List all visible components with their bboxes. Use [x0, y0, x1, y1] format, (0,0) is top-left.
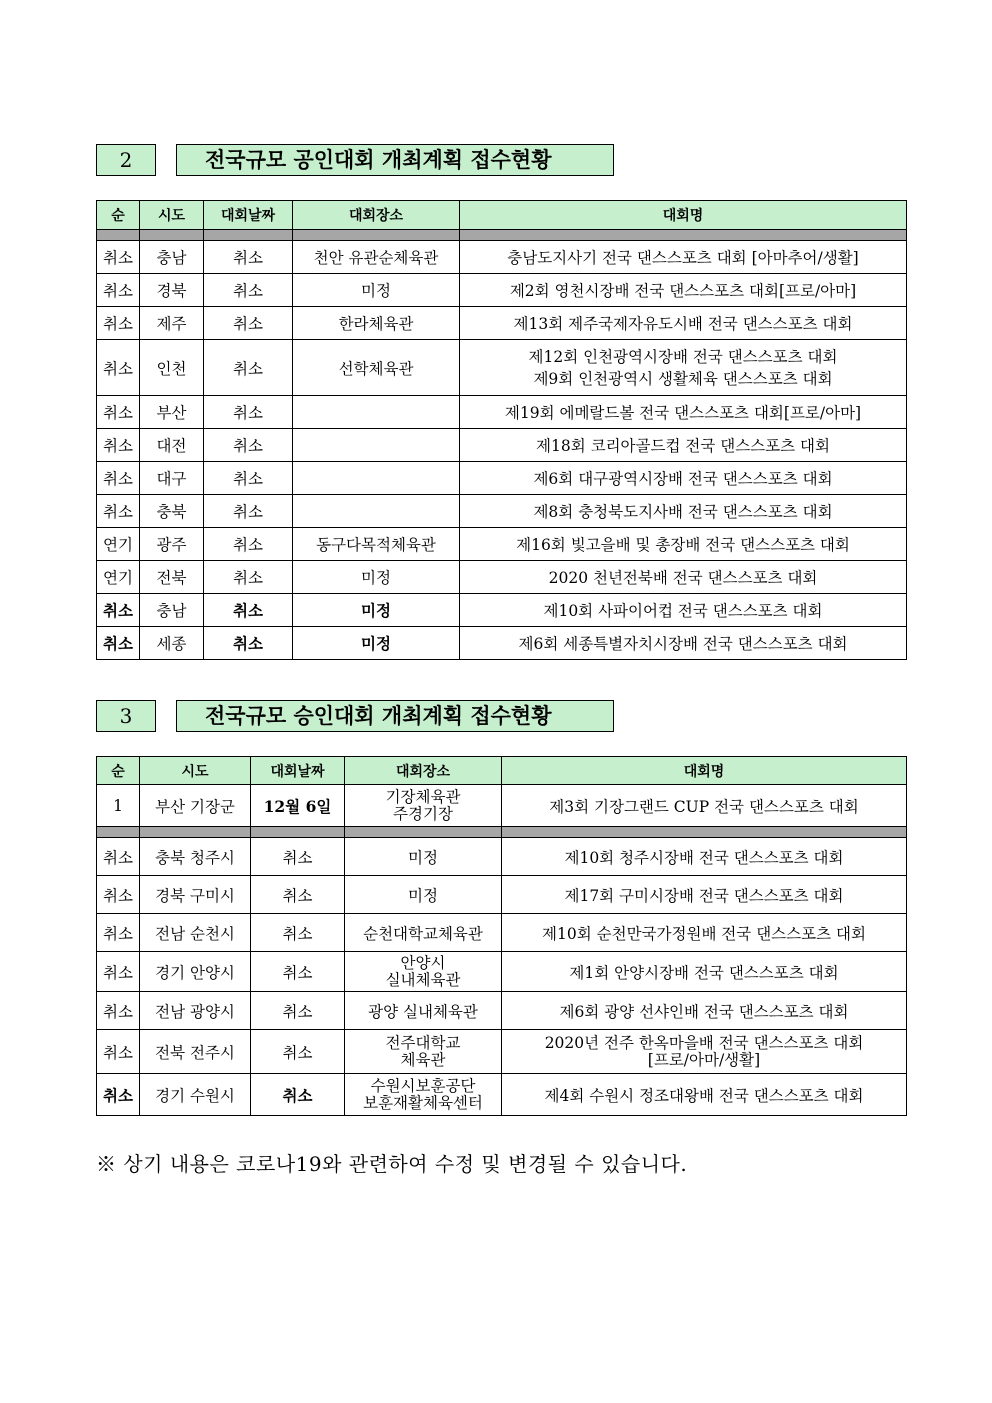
date-cell: 취소	[204, 462, 293, 495]
date-cell: 취소	[204, 594, 293, 627]
name-line-2: [프로/아마/생활]	[647, 1050, 761, 1069]
date-cell: 12월 6일	[251, 785, 345, 827]
name-line-2: 제9회 인천광역시 생활체육 댄스스포츠 대회	[533, 369, 833, 388]
region-cell: 전북 전주시	[140, 1030, 251, 1074]
status-cell: 취소	[97, 992, 140, 1030]
venue-cell	[293, 462, 460, 495]
date-cell: 취소	[204, 340, 293, 396]
col-header: 대회날짜	[251, 757, 345, 785]
date-cell: 취소	[204, 241, 293, 274]
table-row	[97, 838, 907, 876]
date-cell: 취소	[204, 528, 293, 561]
name-cell: 2020 천년전북배 전국 댄스스포츠 대회	[460, 561, 907, 594]
table-row	[97, 876, 907, 914]
section-2-table	[96, 200, 907, 660]
venue-cell: 미정	[345, 838, 502, 876]
region-cell: 광주	[140, 528, 204, 561]
region-cell: 경기 수원시	[140, 1074, 251, 1116]
name-line-1: 제12회 인천광역시장배 전국 댄스스포츠 대회	[528, 347, 838, 366]
col-header: 대회날짜	[204, 201, 293, 230]
section-number: 3	[96, 700, 156, 732]
name-cell: 제6회 광양 선샤인배 전국 댄스스포츠 대회	[502, 992, 907, 1030]
section-3-table	[96, 756, 907, 1116]
region-cell: 충남	[140, 594, 204, 627]
status-cell: 취소	[97, 274, 140, 307]
table-row	[97, 952, 907, 992]
status-cell: 취소	[97, 1074, 140, 1116]
name-cell: 제10회 사파이어컵 전국 댄스스포츠 대회	[460, 594, 907, 627]
venue-line-2: 실내체육관	[385, 970, 461, 989]
venue-cell	[345, 952, 502, 992]
name-cell: 제16회 빛고을배 및 총장배 전국 댄스스포츠 대회	[460, 528, 907, 561]
table-row	[97, 785, 907, 827]
date-cell: 취소	[251, 1030, 345, 1074]
table-row	[97, 307, 907, 340]
status-cell: 취소	[97, 594, 140, 627]
status-cell: 취소	[97, 627, 140, 660]
region-cell: 대전	[140, 429, 204, 462]
date-cell: 취소	[204, 307, 293, 340]
status-cell: 취소	[97, 307, 140, 340]
table-header-row	[97, 757, 907, 785]
table-row	[97, 627, 907, 660]
table-row	[97, 241, 907, 274]
table-row	[97, 396, 907, 429]
region-cell: 대구	[140, 462, 204, 495]
venue-line-2: 보훈재활체육센터	[363, 1093, 483, 1112]
name-cell: 제10회 순천만국가정원배 전국 댄스스포츠 대회	[502, 914, 907, 952]
name-cell: 제17회 구미시장배 전국 댄스스포츠 대회	[502, 876, 907, 914]
name-cell: 제3회 기장그랜드 CUP 전국 댄스스포츠 대회	[502, 785, 907, 827]
table-row	[97, 462, 907, 495]
section-title: 전국규모 승인대회 개최계획 접수현황	[176, 700, 614, 732]
region-cell: 인천	[140, 340, 204, 396]
name-cell	[460, 340, 907, 396]
venue-line-1: 안양시	[400, 953, 446, 972]
venue-line-2: 주경기장	[393, 804, 453, 823]
name-cell: 제8회 충청북도지사배 전국 댄스스포츠 대회	[460, 495, 907, 528]
region-cell: 부산 기장군	[140, 785, 251, 827]
status-cell: 취소	[97, 462, 140, 495]
col-header: 대회명	[502, 757, 907, 785]
date-cell: 취소	[204, 429, 293, 462]
date-cell: 취소	[251, 876, 345, 914]
table-header-row	[97, 201, 907, 230]
status-cell: 취소	[97, 952, 140, 992]
status-cell: 1	[97, 785, 140, 827]
date-cell: 취소	[251, 838, 345, 876]
status-cell: 취소	[97, 429, 140, 462]
venue-cell	[345, 1030, 502, 1074]
region-cell: 충북 청주시	[140, 838, 251, 876]
status-cell: 취소	[97, 396, 140, 429]
region-cell: 제주	[140, 307, 204, 340]
name-cell: 제2회 영천시장배 전국 댄스스포츠 대회[프로/아마]	[460, 274, 907, 307]
venue-cell: 미정	[293, 627, 460, 660]
venue-line-1: 수원시보훈공단	[370, 1076, 476, 1095]
section-number: 2	[96, 144, 156, 176]
table-row	[97, 992, 907, 1030]
col-header: 순	[97, 201, 140, 230]
venue-cell: 한라체육관	[293, 307, 460, 340]
venue-cell	[293, 429, 460, 462]
section-title: 전국규모 공인대회 개최계획 접수현황	[176, 144, 614, 176]
table-row	[97, 429, 907, 462]
venue-cell: 동구다목적체육관	[293, 528, 460, 561]
col-header: 시도	[140, 201, 204, 230]
status-cell: 취소	[97, 914, 140, 952]
status-cell: 취소	[97, 495, 140, 528]
venue-line-1: 기장체육관	[385, 787, 461, 806]
name-cell: 제4회 수원시 정조대왕배 전국 댄스스포츠 대회	[502, 1074, 907, 1116]
name-cell: 제6회 세종특별자치시장배 전국 댄스스포츠 대회	[460, 627, 907, 660]
col-header: 대회장소	[293, 201, 460, 230]
table-row	[97, 594, 907, 627]
region-cell: 전남 순천시	[140, 914, 251, 952]
date-cell: 취소	[204, 627, 293, 660]
name-cell: 충남도지사기 전국 댄스스포츠 대회 [아마추어/생활]	[460, 241, 907, 274]
status-cell: 취소	[97, 876, 140, 914]
venue-cell: 천안 유관순체육관	[293, 241, 460, 274]
region-cell: 전북	[140, 561, 204, 594]
date-cell: 취소	[251, 914, 345, 952]
venue-cell	[345, 1074, 502, 1116]
venue-line-2: 체육관	[400, 1050, 446, 1069]
table-row	[97, 1074, 907, 1116]
date-cell: 취소	[204, 561, 293, 594]
region-cell: 전남 광양시	[140, 992, 251, 1030]
name-line-1: 2020년 전주 한옥마을배 전국 댄스스포츠 대회	[544, 1033, 864, 1052]
date-cell: 취소	[204, 495, 293, 528]
venue-cell	[345, 785, 502, 827]
status-cell: 취소	[97, 340, 140, 396]
venue-cell: 미정	[293, 594, 460, 627]
venue-cell: 광양 실내체육관	[345, 992, 502, 1030]
col-header: 순	[97, 757, 140, 785]
region-cell: 경북	[140, 274, 204, 307]
name-cell: 제10회 청주시장배 전국 댄스스포츠 대회	[502, 838, 907, 876]
date-cell: 취소	[204, 274, 293, 307]
col-header: 대회명	[460, 201, 907, 230]
region-cell: 충북	[140, 495, 204, 528]
region-cell: 부산	[140, 396, 204, 429]
venue-cell: 순천대학교체육관	[345, 914, 502, 952]
status-cell: 취소	[97, 241, 140, 274]
separator-row	[97, 230, 907, 241]
venue-cell	[293, 396, 460, 429]
date-cell: 취소	[251, 1074, 345, 1116]
col-header: 대회장소	[345, 757, 502, 785]
region-cell: 경기 안양시	[140, 952, 251, 992]
col-header: 시도	[140, 757, 251, 785]
venue-line-1: 전주대학교	[385, 1033, 461, 1052]
table-row	[97, 1030, 907, 1074]
footnote: ※ 상기 내용은 코로나19와 관련하여 수정 및 변경될 수 있습니다.	[96, 1152, 688, 1176]
region-cell: 충남	[140, 241, 204, 274]
venue-cell: 미정	[293, 274, 460, 307]
status-cell: 연기	[97, 528, 140, 561]
name-cell: 제18회 코리아골드컵 전국 댄스스포츠 대회	[460, 429, 907, 462]
date-cell: 취소	[204, 396, 293, 429]
separator-row	[97, 827, 907, 838]
table-row	[97, 495, 907, 528]
table-row	[97, 914, 907, 952]
date-cell: 취소	[251, 992, 345, 1030]
status-cell: 취소	[97, 1030, 140, 1074]
name-cell: 제13회 제주국제자유도시배 전국 댄스스포츠 대회	[460, 307, 907, 340]
venue-cell: 선학체육관	[293, 340, 460, 396]
name-cell: 제1회 안양시장배 전국 댄스스포츠 대회	[502, 952, 907, 992]
name-cell: 제19회 에메랄드볼 전국 댄스스포츠 대회[프로/아마]	[460, 396, 907, 429]
status-cell: 연기	[97, 561, 140, 594]
venue-cell: 미정	[293, 561, 460, 594]
name-cell: 제6회 대구광역시장배 전국 댄스스포츠 대회	[460, 462, 907, 495]
venue-cell: 미정	[345, 876, 502, 914]
table-row	[97, 528, 907, 561]
status-cell: 취소	[97, 838, 140, 876]
venue-cell	[293, 495, 460, 528]
region-cell: 경북 구미시	[140, 876, 251, 914]
name-cell	[502, 1030, 907, 1074]
table-row	[97, 340, 907, 396]
table-row	[97, 561, 907, 594]
table-row	[97, 274, 907, 307]
region-cell: 세종	[140, 627, 204, 660]
date-cell: 취소	[251, 952, 345, 992]
